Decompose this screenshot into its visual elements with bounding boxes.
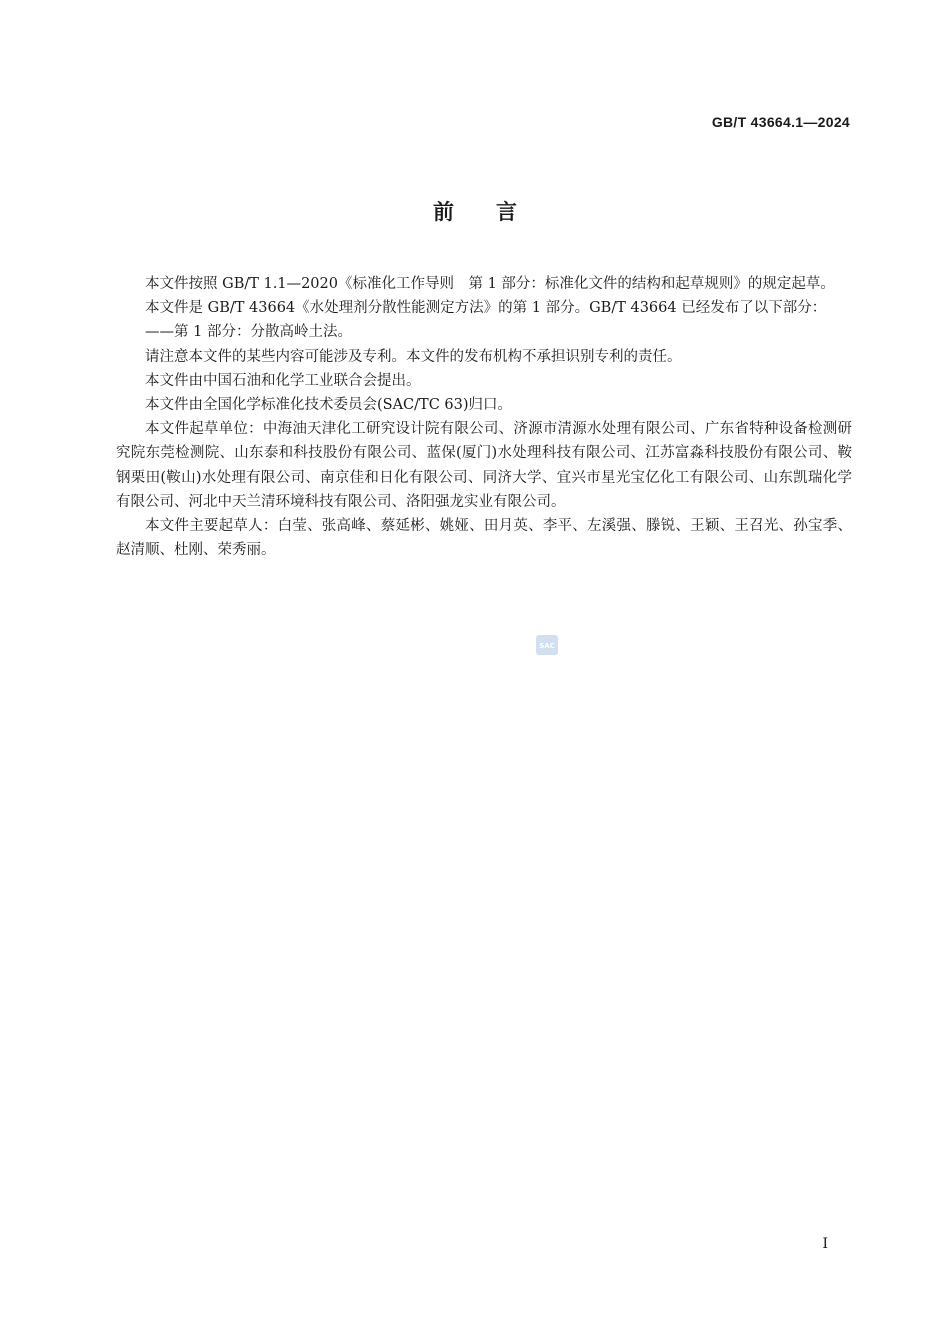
paragraph-patent-notice: 请注意本文件的某些内容可能涉及专利。本文件的发布机构不承担识别专利的责任。 <box>145 348 682 365</box>
paragraph-drafting-rules: 本文件按照 GB/T 1.1—2020《标准化工作导则 第 1 部分：标准化文件的结构和起草规则》的规定起草。 <box>145 276 835 292</box>
paragraph-series-part: 本文件是 GB/T 43664《水处理剂分散性能测定方法》的第 1 部分。GB/T 43664 已经发布了以下部分： <box>145 300 827 317</box>
paragraph-proposed-by: 本文件由中国石油和化学工业联合会提出。 <box>145 372 421 389</box>
paragraph-part-list-item: ——第 1 部分：分散高岭土法。 <box>145 324 352 341</box>
document-code: GB/T 43664.1—2024 <box>711 114 850 130</box>
paragraph-drafters: 本文件主要起草人：白莹、张高峰、蔡延彬、姚娅、田月英、李平、左溪强、滕锐、王颖、王召光、孙宝季、赵清顺、杜刚、荣秀丽。 <box>116 518 852 559</box>
sac-watermark-logo <box>535 634 559 656</box>
paragraph-technical-committee: 本文件由全国化学标准化技术委员会(SAC/TC 63)归口。 <box>145 397 513 414</box>
page-number: I <box>822 1236 828 1252</box>
page-title: 前言 <box>433 200 559 224</box>
paragraph-drafting-units: 本文件起草单位：中海油天津化工研究设计院有限公司、济源市清源水处理有限公司、广东省特种设备检测研究院东莞检测院、山东泰和科技股份有限公司、蓝保(厦门)水处理科技有限公司、江苏富淼科技股份有限公司、鞍钢栗田(鞍山)水处理有限公司、南京佳和日化有限公司、同济大学、宜兴市星光宝亿化工有限公司、山东凯瑞化学有限公司、河北中天兰清环境科技有限公司、洛阳强龙实业有限公司。 <box>116 421 852 510</box>
svg-text:SAC: SAC <box>539 642 555 650</box>
foreword-body <box>116 272 852 562</box>
